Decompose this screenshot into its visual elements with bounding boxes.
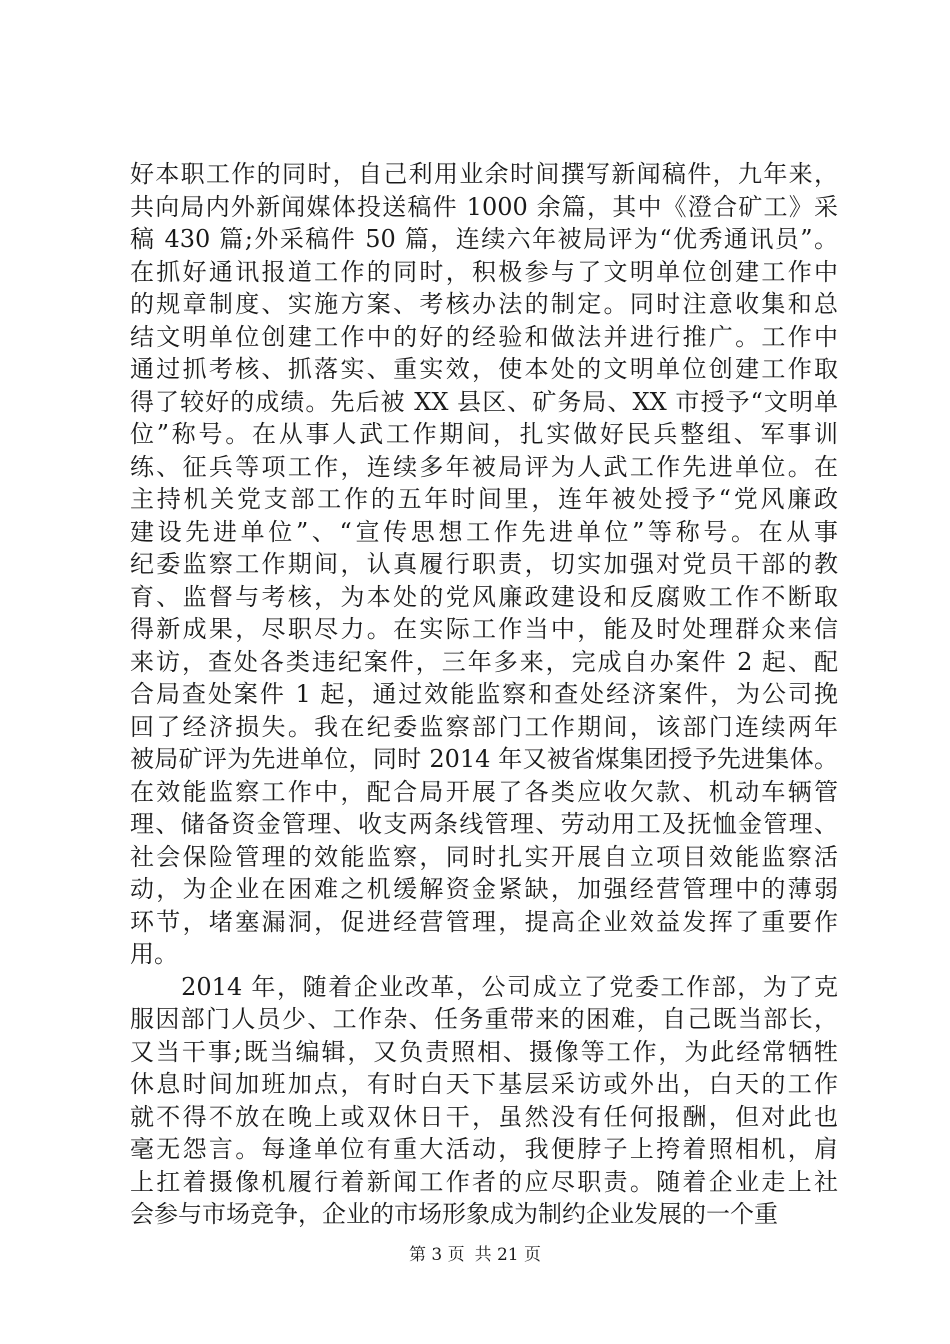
text-line: 环节，堵塞漏洞，促进经营管理，提高企业效益发挥了重要作	[130, 907, 838, 936]
page-total: 共 21 页	[474, 1245, 542, 1265]
text-line: 建设先进单位”、“宣传思想工作先进单位”等称号。在从事	[130, 517, 838, 546]
page-number: 第 3 页	[408, 1245, 465, 1265]
text-line: 得新成果，尽职尽力。在实际工作当中，能及时处理群众来信	[130, 615, 838, 643]
text-line: 用。	[130, 940, 178, 968]
text-line: 稿 430 篇;外采稿件 50 篇，连续六年被局评为“优秀通讯员”。	[130, 225, 838, 253]
text-line: 结文明单位创建工作中的好的经验和做法并进行推广。工作中	[130, 322, 838, 351]
text-line: 会参与市场竞争，企业的市场形象成为制约企业发展的一个重	[130, 1200, 778, 1228]
text-line: 毫无怨言。每逢单位有重大活动，我便脖子上挎着照相机，肩	[130, 1135, 838, 1163]
text-line: 理、储备资金管理、收支两条线管理、劳动用工及抚恤金管理、	[130, 810, 838, 838]
text-line: 合局查处案件 1 起，通过效能监察和查处经济案件，为公司挽	[130, 680, 838, 708]
text-line: 育、监督与考核，为本处的党风廉政建设和反腐败工作不断取	[130, 582, 838, 611]
text-line: 又当干事;既当编辑，又负责照相、摄像等工作，为此经常牺牲	[130, 1037, 838, 1066]
text-line: 就不得不放在晚上或双休日干，虽然没有任何报酬，但对此也	[130, 1102, 838, 1131]
text-line: 2014 年，随着企业改革，公司成立了党委工作部，为了克	[130, 972, 838, 1001]
page-footer	[0, 1244, 950, 1266]
text-line: 服因部门人员少、工作杂、任务重带来的困难，自己既当部长，	[130, 1005, 838, 1033]
text-line: 好本职工作的同时，自己利用业余时间撰写新闻稿件，九年来，	[130, 160, 838, 188]
text-line: 纪委监察工作期间，认真履行职责，切实加强对党员干部的教	[130, 550, 838, 578]
text-line: 得了较好的成绩。先后被 XX 县区、矿务局、XX 市授予“文明单	[130, 387, 838, 416]
text-line: 回了经济损失。我在纪委监察部门工作期间，该部门连续两年	[130, 712, 838, 741]
body-text	[130, 158, 838, 1231]
text-line: 上扛着摄像机履行着新闻工作者的应尽职责。随着企业走上社	[130, 1167, 838, 1196]
text-line: 来访，查处各类违纪案件，三年多来，完成自办案件 2 起、配	[130, 647, 838, 676]
text-line: 被局矿评为先进单位，同时 2014 年又被省煤集团授予先进集体。	[130, 745, 838, 773]
text-line: 共向局内外新闻媒体投送稿件 1000 余篇，其中《澄合矿工》采	[130, 192, 838, 221]
text-line: 动，为企业在困难之机缓解资金紧缺，加强经营管理中的薄弱	[130, 875, 838, 903]
text-line: 的规章制度、实施方案、考核办法的制定。同时注意收集和总	[130, 290, 838, 318]
text-line: 社会保险管理的效能监察，同时扎实开展自立项目效能监察活	[130, 842, 838, 871]
text-line: 在抓好通讯报道工作的同时，积极参与了文明单位创建工作中	[130, 257, 838, 286]
text-line: 练、征兵等项工作，连续多年被局评为人武工作先进单位。在	[130, 452, 838, 481]
text-line: 主持机关党支部工作的五年时间里，连年被处授予“党风廉政	[130, 485, 838, 513]
text-line: 休息时间加班加点，有时白天下基层采访或外出，白天的工作	[130, 1070, 838, 1098]
text-line: 位”称号。在从事人武工作期间，扎实做好民兵整组、军事训	[130, 420, 838, 448]
text-line: 在效能监察工作中，配合局开展了各类应收欠款、机动车辆管	[130, 777, 838, 806]
text-line: 通过抓考核、抓落实、重实效，使本处的文明单位创建工作取	[130, 355, 838, 383]
